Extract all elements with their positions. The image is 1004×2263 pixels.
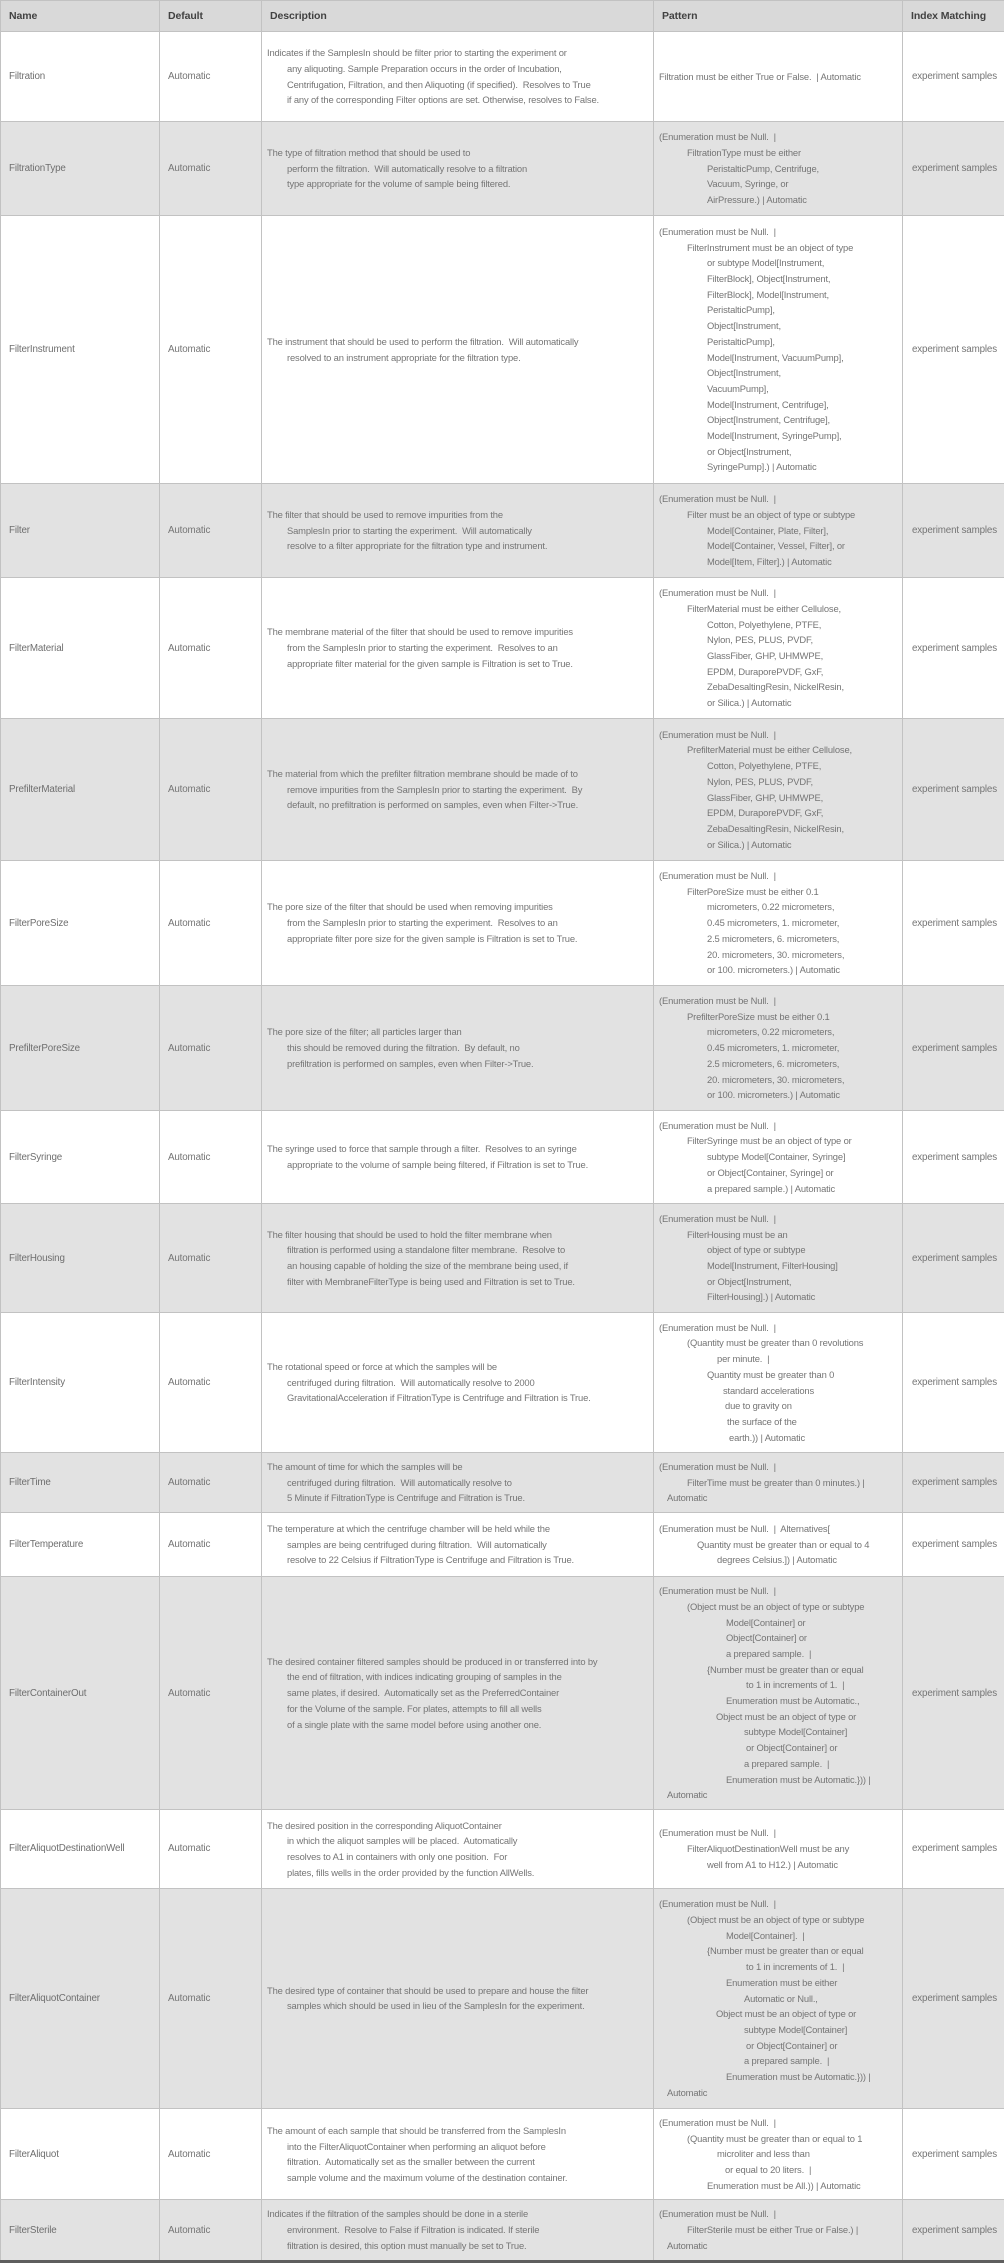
cell-line: Enumeration must be All.)) | Automatic — [659, 2178, 898, 2194]
description-cell — [262, 216, 654, 484]
default-cell: Automatic — [160, 1204, 262, 1313]
cell-line: PeristalticPump], — [659, 334, 898, 350]
pattern-cell — [654, 1313, 903, 1453]
description-cell — [262, 578, 654, 719]
cell-line: FiltrationType must be either — [659, 145, 898, 161]
default-cell: Automatic — [160, 484, 262, 578]
cell-line: (Enumeration must be Null. | Alternatives[ — [659, 1521, 898, 1537]
cell-line: GlassFiber, GHP, UHMWPE, — [659, 648, 898, 664]
option-name-cell: Filtration — [1, 32, 160, 122]
option-name-cell: PrefilterMaterial — [1, 719, 160, 861]
cell-line: to 1 in increments of 1. | — [659, 1959, 898, 1975]
cell-line: Object[Container] or — [659, 1630, 898, 1646]
cell-line: PrefilterPoreSize must be either 0.1 — [659, 1009, 898, 1025]
index-matching-cell: experiment samples — [903, 32, 1004, 122]
cell-line: an housing capable of holding the size of the membrane being used, if — [267, 1258, 649, 1274]
cell-line: environment. Resolve to False if Filtration is indicated. If sterile — [267, 2222, 649, 2238]
table-row — [1, 861, 1004, 986]
description-cell — [262, 484, 654, 578]
default-cell: Automatic — [160, 1313, 262, 1453]
default-cell: Automatic — [160, 578, 262, 719]
cell-line: (Enumeration must be Null. | — [659, 585, 898, 601]
cell-line: Automatic or Null., — [659, 1991, 898, 2007]
index-matching-cell: experiment samples — [903, 1888, 1004, 2108]
cell-line: (Enumeration must be Null. | — [659, 1118, 898, 1134]
cell-line: FilterInstrument must be an object of type — [659, 240, 898, 256]
default-cell: Automatic — [160, 2200, 262, 2261]
description-cell — [262, 1809, 654, 1888]
cell-line: The filter that should be used to remove impurities from the — [267, 507, 649, 523]
cell-line: centrifuged during filtration. Will automatically resolve to — [267, 1475, 649, 1491]
description-cell — [262, 1111, 654, 1204]
cell-line: (Enumeration must be Null. | — [659, 727, 898, 743]
cell-line: remove impurities from the SamplesIn prior to starting the experiment. By — [267, 782, 649, 798]
cell-line: FilterSyringe must be an object of type or — [659, 1133, 898, 1149]
cell-line: or Silica.) | Automatic — [659, 837, 898, 853]
cell-line: Model[Instrument, FilterHousing] — [659, 1258, 898, 1274]
index-matching-cell: experiment samples — [903, 484, 1004, 578]
description-cell — [262, 1313, 654, 1453]
table-row — [1, 2200, 1004, 2261]
cell-line: Vacuum, Syringe, or — [659, 176, 898, 192]
table-body — [1, 32, 1004, 2262]
table-row — [1, 1513, 1004, 1577]
index-matching-cell: experiment samples — [903, 719, 1004, 861]
description-cell — [262, 2200, 654, 2261]
cell-line: filtration is desired, this option must manually be set to True. — [267, 2238, 649, 2254]
description-cell — [262, 861, 654, 986]
cell-line: Model[Container] or — [659, 1615, 898, 1631]
index-matching-cell: experiment samples — [903, 122, 1004, 216]
cell-line: filtration. Automatically set as the smaller between the current — [267, 2154, 649, 2170]
cell-line: 0.45 micrometers, 1. micrometer, — [659, 915, 898, 931]
table-row — [1, 1809, 1004, 1888]
cell-line: 2.5 micrometers, 6. micrometers, — [659, 931, 898, 947]
cell-line: Object[Instrument, Centrifuge], — [659, 412, 898, 428]
cell-line: for the Volume of the sample. For plates, attempts to fill all wells — [267, 1701, 649, 1717]
table-row — [1, 719, 1004, 861]
pattern-cell — [654, 122, 903, 216]
pattern-cell — [654, 578, 903, 719]
pattern-cell — [654, 32, 903, 122]
table-row — [1, 578, 1004, 719]
table-row — [1, 1204, 1004, 1313]
option-name-cell: FilterPoreSize — [1, 861, 160, 986]
cell-line: object of type or subtype — [659, 1242, 898, 1258]
cell-line: The type of filtration method that should be used to — [267, 145, 649, 161]
pattern-cell — [654, 1513, 903, 1577]
cell-line: same plates, if desired. Automatically set as the PreferredContainer — [267, 1685, 649, 1701]
default-cell: Automatic — [160, 861, 262, 986]
cell-line: Enumeration must be Automatic., — [659, 1693, 898, 1709]
cell-line: resolve to a filter appropriate for the filtration type and instrument. — [267, 538, 649, 554]
cell-line: Automatic — [659, 1490, 898, 1506]
cell-line: 5 Minute if FiltrationType is Centrifuge and Filtration is True. — [267, 1490, 649, 1506]
cell-line: appropriate to the volume of sample being filtered, if Filtration is set to True. — [267, 1157, 649, 1173]
table-row — [1, 986, 1004, 1111]
cell-line: PrefilterMaterial must be either Cellulose, — [659, 742, 898, 758]
cell-line: FilterPoreSize must be either 0.1 — [659, 884, 898, 900]
cell-line: degrees Celsius.]) | Automatic — [659, 1552, 898, 1568]
cell-line: (Enumeration must be Null. | — [659, 1896, 898, 1912]
cell-line: Nylon, PES, PLUS, PVDF, — [659, 774, 898, 790]
cell-line: Model[Item, Filter].) | Automatic — [659, 554, 898, 570]
cell-line: Object[Instrument, — [659, 365, 898, 381]
cell-line: a prepared sample. | — [659, 2053, 898, 2069]
cell-line: default, no prefiltration is performed on samples, even when Filter->True. — [267, 797, 649, 813]
cell-line: resolves to A1 in containers with only one position. For — [267, 1849, 649, 1865]
cell-line: (Enumeration must be Null. | — [659, 993, 898, 1009]
cell-line: The amount of each sample that should be transferred from the SamplesIn — [267, 2123, 649, 2139]
default-cell: Automatic — [160, 986, 262, 1111]
description-cell — [262, 122, 654, 216]
index-matching-cell: experiment samples — [903, 578, 1004, 719]
cell-line: The pore size of the filter; all particles larger than — [267, 1024, 649, 1040]
cell-line: perform the filtration. Will automatically resolve to a filtration — [267, 161, 649, 177]
cell-line: from the SamplesIn prior to starting the experiment. Resolves to an — [267, 640, 649, 656]
cell-line: The temperature at which the centrifuge chamber will be held while the — [267, 1521, 649, 1537]
cell-line: (Quantity must be greater than 0 revolutions — [659, 1335, 898, 1351]
cell-line: Model[Container, Vessel, Filter], or — [659, 538, 898, 554]
pattern-cell — [654, 216, 903, 484]
pattern-cell — [654, 1453, 903, 1513]
cell-line: subtype Model[Container] — [659, 2022, 898, 2038]
table-row — [1, 2108, 1004, 2200]
cell-line: (Enumeration must be Null. | — [659, 1459, 898, 1475]
cell-line: FilterBlock], Model[Instrument, — [659, 287, 898, 303]
cell-line: filter with MembraneFilterType is being used and Filtration is set to True. — [267, 1274, 649, 1290]
cell-line: Automatic — [659, 1787, 898, 1803]
cell-line: FilterHousing].) | Automatic — [659, 1289, 898, 1305]
cell-line: into the FilterAliquotContainer when performing an aliquot before — [267, 2139, 649, 2155]
cell-line: The desired position in the corresponding AliquotContainer — [267, 1818, 649, 1834]
cell-line: Enumeration must be either — [659, 1975, 898, 1991]
cell-line: due to gravity on — [659, 1398, 898, 1414]
cell-line: from the SamplesIn prior to starting the experiment. Resolves to an — [267, 915, 649, 931]
cell-line: FilterTime must be greater than 0 minutes.) | — [659, 1475, 898, 1491]
option-name-cell: FiltrationType — [1, 122, 160, 216]
cell-line: earth.)) | Automatic — [659, 1430, 898, 1446]
default-cell: Automatic — [160, 2108, 262, 2200]
cell-line: standard accelerations — [659, 1383, 898, 1399]
cell-line: FilterSterile must be either True or False.) | — [659, 2222, 898, 2238]
cell-line: Model[Instrument, Centrifuge], — [659, 397, 898, 413]
cell-line: or Silica.) | Automatic — [659, 695, 898, 711]
cell-line: the end of filtration, with indices indicating grouping of samples in the — [267, 1669, 649, 1685]
default-cell: Automatic — [160, 122, 262, 216]
cell-line: PeristalticPump, Centrifuge, — [659, 161, 898, 177]
description-cell — [262, 1577, 654, 1810]
cell-line: Centrifugation, Filtration, and then Aliquoting (if specified). Resolves to True — [267, 77, 649, 93]
cell-line: or 100. micrometers.) | Automatic — [659, 1087, 898, 1103]
cell-line: or Object[Instrument, — [659, 1274, 898, 1290]
description-cell — [262, 32, 654, 122]
cell-line: PeristalticPump], — [659, 302, 898, 318]
cell-line: SamplesIn prior to starting the experiment. Will automatically — [267, 523, 649, 539]
cell-line: if any of the corresponding Filter options are set. Otherwise, resolves to False. — [267, 92, 649, 108]
table-row — [1, 1453, 1004, 1513]
default-cell: Automatic — [160, 32, 262, 122]
index-matching-cell: experiment samples — [903, 1204, 1004, 1313]
column-header-default: Default — [160, 1, 262, 32]
pattern-cell — [654, 484, 903, 578]
cell-line: Model[Container, Plate, Filter], — [659, 523, 898, 539]
cell-line: (Enumeration must be Null. | — [659, 1825, 898, 1841]
cell-line: or subtype Model[Instrument, — [659, 255, 898, 271]
cell-line: Enumeration must be Automatic.})) | — [659, 1772, 898, 1788]
cell-line: (Object must be an object of type or subtype — [659, 1912, 898, 1928]
cell-line: samples are being centrifuged during filtration. Will automatically — [267, 1537, 649, 1553]
pattern-cell — [654, 2200, 903, 2261]
cell-line: FilterMaterial must be either Cellulose, — [659, 601, 898, 617]
cell-line: (Enumeration must be Null. | — [659, 1583, 898, 1599]
column-header-description: Description — [262, 1, 654, 32]
default-cell: Automatic — [160, 1453, 262, 1513]
option-name-cell: FilterAliquotContainer — [1, 1888, 160, 2108]
pattern-cell — [654, 986, 903, 1111]
option-name-cell: FilterSterile — [1, 2200, 160, 2261]
cell-line: in which the aliquot samples will be placed. Automatically — [267, 1833, 649, 1849]
index-matching-cell: experiment samples — [903, 2200, 1004, 2261]
default-cell: Automatic — [160, 216, 262, 484]
cell-line: (Enumeration must be Null. | — [659, 2115, 898, 2131]
default-cell: Automatic — [160, 1513, 262, 1577]
option-name-cell: PrefilterPoreSize — [1, 986, 160, 1111]
description-cell — [262, 719, 654, 861]
cell-line: ZebaDesaltingResin, NickelResin, — [659, 821, 898, 837]
cell-line: The rotational speed or force at which the samples will be — [267, 1359, 649, 1375]
cell-line: a prepared sample. | — [659, 1756, 898, 1772]
option-name-cell: FilterAliquot — [1, 2108, 160, 2200]
table-row — [1, 216, 1004, 484]
description-cell — [262, 1513, 654, 1577]
cell-line: The syringe used to force that sample through a filter. Resolves to an syringe — [267, 1141, 649, 1157]
cell-line: The filter housing that should be used to hold the filter membrane when — [267, 1227, 649, 1243]
option-name-cell: FilterTime — [1, 1453, 160, 1513]
cell-line: subtype Model[Container, Syringe] — [659, 1149, 898, 1165]
cell-line: well from A1 to H12.) | Automatic — [659, 1857, 898, 1873]
cell-line: FilterBlock], Object[Instrument, — [659, 271, 898, 287]
cell-line: The amount of time for which the samples will be — [267, 1459, 649, 1475]
cell-line: appropriate filter pore size for the given sample is Filtration is set to True. — [267, 931, 649, 947]
cell-line: Object must be an object of type or — [659, 1709, 898, 1725]
cell-line: filtration is performed using a standalone filter membrane. Resolve to — [267, 1242, 649, 1258]
cell-line: FilterHousing must be an — [659, 1227, 898, 1243]
pattern-cell — [654, 1577, 903, 1810]
pattern-cell — [654, 2108, 903, 2200]
cell-line: microliter and less than — [659, 2146, 898, 2162]
cell-line: The desired type of container that should be used to prepare and house the filter — [267, 1983, 649, 1999]
option-name-cell: FilterInstrument — [1, 216, 160, 484]
cell-line: the surface of the — [659, 1414, 898, 1430]
cell-line: Cotton, Polyethylene, PTFE, — [659, 758, 898, 774]
cell-line: a prepared sample. | — [659, 1646, 898, 1662]
cell-line: or Object[Container] or — [659, 1740, 898, 1756]
cell-line: Model[Instrument, VacuumPump], — [659, 350, 898, 366]
cell-line: Model[Instrument, SyringePump], — [659, 428, 898, 444]
cell-line: (Enumeration must be Null. | — [659, 2206, 898, 2222]
default-cell: Automatic — [160, 1577, 262, 1810]
cell-line: {Number must be greater than or equal — [659, 1662, 898, 1678]
description-cell — [262, 2108, 654, 2200]
cell-line: any aliquoting. Sample Preparation occurs in the order of Incubation, — [267, 61, 649, 77]
option-name-cell: FilterHousing — [1, 1204, 160, 1313]
cell-line: Object[Instrument, — [659, 318, 898, 334]
cell-line: micrometers, 0.22 micrometers, — [659, 1024, 898, 1040]
cell-line: The pore size of the filter that should be used when removing impurities — [267, 899, 649, 915]
cell-line: type appropriate for the volume of sample being filtered. — [267, 176, 649, 192]
cell-line: 20. micrometers, 30. micrometers, — [659, 1072, 898, 1088]
option-name-cell: Filter — [1, 484, 160, 578]
pattern-cell — [654, 719, 903, 861]
table-row — [1, 32, 1004, 122]
table-row — [1, 1888, 1004, 2108]
index-matching-cell: experiment samples — [903, 2108, 1004, 2200]
option-name-cell: FilterMaterial — [1, 578, 160, 719]
cell-line: centrifuged during filtration. Will automatically resolve to 2000 — [267, 1375, 649, 1391]
description-cell — [262, 1888, 654, 2108]
column-header-name: Name — [1, 1, 160, 32]
cell-line: micrometers, 0.22 micrometers, — [659, 899, 898, 915]
cell-line: or 100. micrometers.) | Automatic — [659, 962, 898, 978]
cell-line: a prepared sample.) | Automatic — [659, 1181, 898, 1197]
column-header-pattern: Pattern — [654, 1, 903, 32]
cell-line: or equal to 20 liters. | — [659, 2162, 898, 2178]
cell-line: or Object[Instrument, — [659, 444, 898, 460]
table-row — [1, 484, 1004, 578]
pattern-cell — [654, 1809, 903, 1888]
default-cell: Automatic — [160, 1111, 262, 1204]
option-name-cell: FilterContainerOut — [1, 1577, 160, 1810]
description-cell — [262, 986, 654, 1111]
cell-line: Quantity must be greater than or equal to 4 — [659, 1537, 898, 1553]
default-cell: Automatic — [160, 1888, 262, 2108]
cell-line: (Enumeration must be Null. | — [659, 868, 898, 884]
cell-line: Filter must be an object of type or subtype — [659, 507, 898, 523]
cell-line: this should be removed during the filtration. By default, no — [267, 1040, 649, 1056]
cell-line: (Enumeration must be Null. | — [659, 1211, 898, 1227]
cell-line: (Object must be an object of type or subtype — [659, 1599, 898, 1615]
cell-line: (Enumeration must be Null. | — [659, 491, 898, 507]
cell-line: plates, fills wells in the order provided by the function AllWells. — [267, 1865, 649, 1881]
pattern-cell — [654, 861, 903, 986]
cell-line: per minute. | — [659, 1351, 898, 1367]
cell-line: (Enumeration must be Null. | — [659, 1320, 898, 1336]
column-header-index-matching: Index Matching — [903, 1, 1004, 32]
cell-line: Automatic — [659, 2238, 898, 2254]
index-matching-cell: experiment samples — [903, 1313, 1004, 1453]
cell-line: {Number must be greater than or equal — [659, 1943, 898, 1959]
default-cell: Automatic — [160, 1809, 262, 1888]
cell-line: GravitationalAcceleration if FiltrationType is Centrifuge and Filtration is True. — [267, 1390, 649, 1406]
cell-line: 2.5 micrometers, 6. micrometers, — [659, 1056, 898, 1072]
cell-line: Indicates if the SamplesIn should be filter prior to starting the experiment or — [267, 45, 649, 61]
table-row — [1, 1111, 1004, 1204]
cell-line: resolved to an instrument appropriate for the filtration type. — [267, 350, 649, 366]
cell-line: VacuumPump], — [659, 381, 898, 397]
index-matching-cell: experiment samples — [903, 861, 1004, 986]
description-cell — [262, 1204, 654, 1313]
cell-line: (Enumeration must be Null. | — [659, 129, 898, 145]
cell-line: Indicates if the filtration of the samples should be done in a sterile — [267, 2206, 649, 2222]
option-name-cell: FilterAliquotDestinationWell — [1, 1809, 160, 1888]
cell-line: Automatic — [659, 2085, 898, 2101]
index-matching-cell: experiment samples — [903, 1453, 1004, 1513]
cell-line: EPDM, DuraporePVDF, GxF, — [659, 805, 898, 821]
index-matching-cell: experiment samples — [903, 216, 1004, 484]
description-cell — [262, 1453, 654, 1513]
cell-line: The membrane material of the filter that should be used to remove impurities — [267, 624, 649, 640]
cell-line: 20. micrometers, 30. micrometers, — [659, 947, 898, 963]
cell-line: Filtration must be either True or False. | Automatic — [659, 69, 898, 85]
option-name-cell: FilterTemperature — [1, 1513, 160, 1577]
pattern-cell — [654, 1888, 903, 2108]
cell-line: The desired container filtered samples should be produced in or transferred into by — [267, 1654, 649, 1670]
cell-line: Enumeration must be Automatic.})) | — [659, 2069, 898, 2085]
cell-line: or Object[Container, Syringe] or — [659, 1165, 898, 1181]
cell-line: or Object[Container] or — [659, 2038, 898, 2054]
cell-line: Model[Container]. | — [659, 1928, 898, 1944]
header-row — [1, 1, 1004, 32]
cell-line: 0.45 micrometers, 1. micrometer, — [659, 1040, 898, 1056]
index-matching-cell: experiment samples — [903, 1577, 1004, 1810]
cell-line: to 1 in increments of 1. | — [659, 1677, 898, 1693]
cell-line: resolve to 22 Celsius if FiltrationType is Centrifuge and Filtration is True. — [267, 1552, 649, 1568]
cell-line: Quantity must be greater than 0 — [659, 1367, 898, 1383]
pattern-cell — [654, 1111, 903, 1204]
cell-line: subtype Model[Container] — [659, 1724, 898, 1740]
cell-line: EPDM, DuraporePVDF, GxF, — [659, 664, 898, 680]
cell-line: (Enumeration must be Null. | — [659, 224, 898, 240]
cell-line: ZebaDesaltingResin, NickelResin, — [659, 679, 898, 695]
table-row — [1, 1577, 1004, 1810]
index-matching-cell: experiment samples — [903, 986, 1004, 1111]
cell-line: AirPressure.) | Automatic — [659, 192, 898, 208]
cell-line: sample volume and the maximum volume of the destination container. — [267, 2170, 649, 2186]
table-row — [1, 122, 1004, 216]
cell-line: SyringePump].) | Automatic — [659, 459, 898, 475]
option-name-cell: FilterIntensity — [1, 1313, 160, 1453]
default-cell: Automatic — [160, 719, 262, 861]
cell-line: FilterAliquotDestinationWell must be any — [659, 1841, 898, 1857]
cell-line: Object must be an object of type or — [659, 2006, 898, 2022]
cell-line: Cotton, Polyethylene, PTFE, — [659, 617, 898, 633]
index-matching-cell: experiment samples — [903, 1111, 1004, 1204]
table-row — [1, 1313, 1004, 1453]
cell-line: prefiltration is performed on samples, even when Filter->True. — [267, 1056, 649, 1072]
cell-line: (Quantity must be greater than or equal to 1 — [659, 2131, 898, 2147]
option-name-cell: FilterSyringe — [1, 1111, 160, 1204]
cell-line: of a single plate with the same model before using another one. — [267, 1717, 649, 1733]
index-matching-cell: experiment samples — [903, 1513, 1004, 1577]
pattern-cell — [654, 1204, 903, 1313]
cell-line: samples which should be used in lieu of the SamplesIn for the experiment. — [267, 1998, 649, 2014]
cell-line: The material from which the prefilter filtration membrane should be made of to — [267, 766, 649, 782]
index-matching-cell: experiment samples — [903, 1809, 1004, 1888]
cell-line: appropriate filter material for the given sample is Filtration is set to True. — [267, 656, 649, 672]
cell-line: GlassFiber, GHP, UHMWPE, — [659, 790, 898, 806]
cell-line: The instrument that should be used to perform the filtration. Will automatically — [267, 334, 649, 350]
cell-line: Nylon, PES, PLUS, PVDF, — [659, 632, 898, 648]
